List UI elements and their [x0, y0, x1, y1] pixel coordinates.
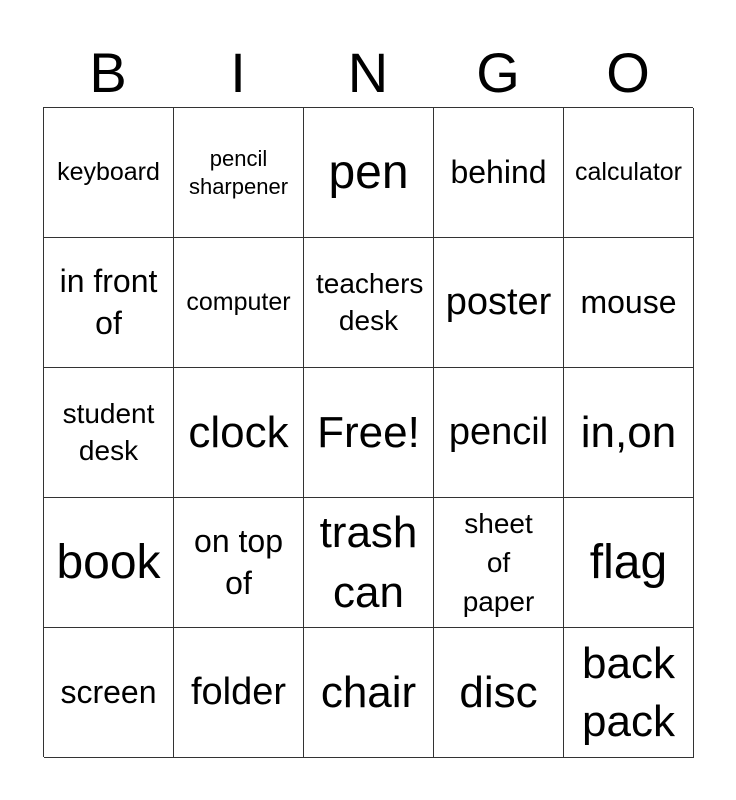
bingo-cell-1-4[interactable]	[434, 108, 564, 238]
bingo-cell-5-1[interactable]	[44, 628, 174, 758]
bingo-cell-2-2[interactable]	[174, 238, 304, 368]
cell-text: pen	[328, 145, 409, 199]
bingo-cell-4-1[interactable]	[44, 498, 174, 628]
bingo-cell-2-1[interactable]	[44, 238, 174, 368]
cell-text: teachers desk	[316, 268, 424, 336]
cell-text: trash can	[319, 508, 418, 617]
header-letter-i: I	[230, 41, 246, 104]
cell-text: in,on	[580, 407, 677, 457]
cell-text: on top of	[194, 522, 283, 601]
cell-text: student desk	[62, 398, 155, 466]
cell-text: back pack	[582, 639, 675, 746]
header-letter-b: B	[89, 41, 127, 104]
bingo-cell-3-5[interactable]	[564, 368, 694, 498]
cell-text: calculator	[575, 157, 682, 186]
header-letter-n: N	[347, 41, 389, 104]
bingo-cell-5-4[interactable]	[434, 628, 564, 758]
cell-text: disc	[459, 667, 538, 717]
bingo-cell-5-2[interactable]	[174, 628, 304, 758]
bingo-cell-1-3[interactable]	[304, 108, 434, 238]
bingo-cell-1-2[interactable]	[174, 108, 304, 238]
cell-text: mouse	[580, 283, 677, 320]
cell-text: screen	[60, 673, 157, 710]
bingo-cell-4-5[interactable]	[564, 498, 694, 628]
bingo-cell-2-4[interactable]	[434, 238, 564, 368]
bingo-cell-5-5[interactable]	[564, 628, 694, 758]
cell-text: book	[56, 535, 161, 589]
cell-text: behind	[450, 153, 547, 190]
bingo-cell-2-3[interactable]	[304, 238, 434, 368]
bingo-cell-2-5[interactable]	[564, 238, 694, 368]
cell-text: in front of	[59, 262, 158, 341]
bingo-cell-4-3[interactable]	[304, 498, 434, 628]
cell-text: pencil	[448, 410, 549, 453]
cell-text: pencil sharpener	[188, 146, 289, 199]
bingo-cell-4-4[interactable]	[434, 498, 564, 628]
bingo-cell-5-3[interactable]	[304, 628, 434, 758]
cell-text: clock	[188, 407, 289, 457]
cell-text: chair	[320, 667, 417, 717]
header-letter-g: G	[476, 41, 520, 104]
bingo-cell-1-1[interactable]	[44, 108, 174, 238]
cell-text: poster	[445, 280, 552, 323]
bingo-cell-3-3[interactable]	[304, 368, 434, 498]
bingo-cell-3-2[interactable]	[174, 368, 304, 498]
free-space-text: Free!	[317, 407, 420, 457]
header-letter-o: O	[606, 41, 650, 104]
cell-text: folder	[190, 670, 287, 713]
bingo-board	[43, 107, 693, 757]
bingo-cell-3-1[interactable]	[44, 368, 174, 498]
cell-text: sheet of paper	[462, 507, 535, 618]
bingo-cell-4-2[interactable]	[174, 498, 304, 628]
cell-text: flag	[589, 535, 668, 589]
cell-text: keyboard	[57, 157, 160, 186]
bingo-cell-1-5[interactable]	[564, 108, 694, 238]
bingo-header	[43, 38, 693, 108]
bingo-cell-3-4[interactable]	[434, 368, 564, 498]
cell-text: computer	[186, 287, 291, 316]
